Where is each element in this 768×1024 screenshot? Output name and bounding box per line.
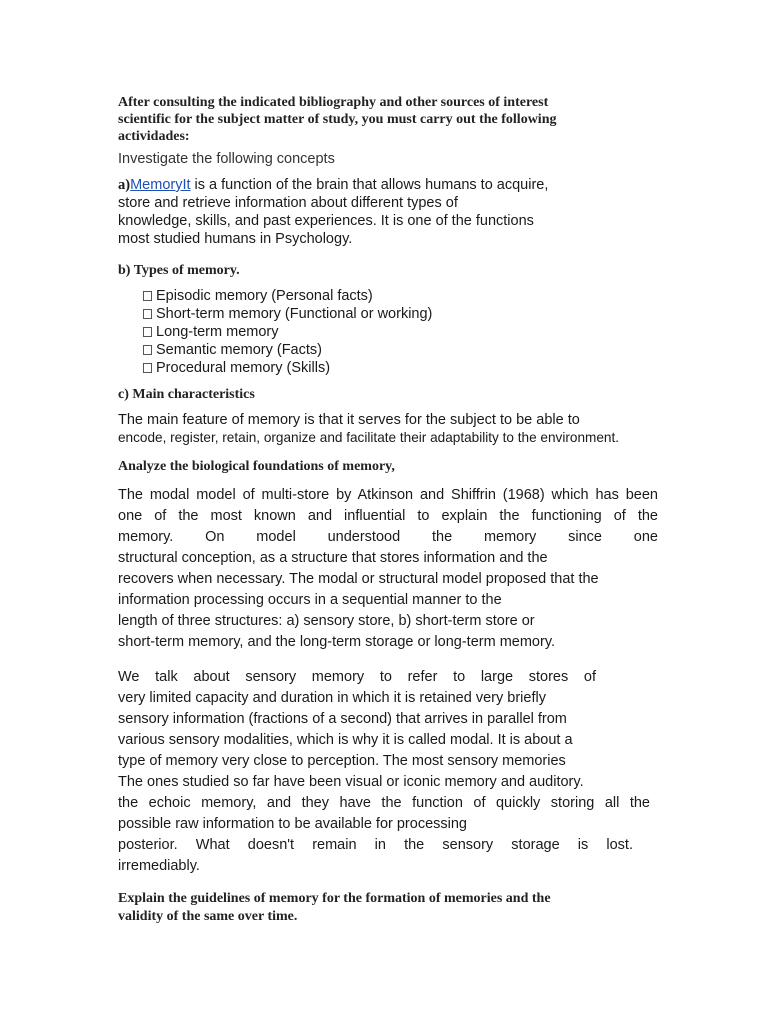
- intro-line: After consulting the indicated bibliography and other sources of interest: [118, 95, 549, 110]
- list-item-label: Episodic memory (Personal facts): [156, 288, 373, 304]
- explain-heading-line: validity of the same over time.: [118, 909, 298, 924]
- memory-definition-line: knowledge, skills, and past experiences. It is one of the functions: [118, 213, 534, 229]
- types-list: [143, 287, 663, 377]
- subtitle: Investigate the following concepts: [118, 151, 335, 167]
- document-page: [118, 92, 663, 926]
- memory-definition-text: is a function of the brain that allows humans to acquire,: [190, 177, 549, 193]
- list-item: [143, 323, 663, 341]
- intro-paragraph: [118, 94, 663, 145]
- bullet-box-icon: [143, 363, 152, 373]
- characteristics-heading: c) Main characteristics: [118, 387, 255, 402]
- bullet-box-icon: [143, 345, 152, 355]
- paragraph-line: The modal model of multi-store by Atkinson and Shiffrin (1968) which has been: [118, 487, 658, 503]
- explain-heading: [118, 890, 663, 926]
- paragraph-line: the echoic memory, and they have the function of quickly storing all the: [118, 795, 650, 811]
- list-item-label: Procedural memory (Skills): [156, 360, 331, 376]
- sensory-memory-paragraph: [118, 667, 663, 877]
- paragraph-line: recovers when necessary. The modal or structural model proposed that the: [118, 571, 599, 587]
- list-item: [143, 359, 663, 377]
- analyze-heading: Analyze the biological foundations of memory,: [118, 459, 395, 474]
- paragraph-line: posterior. What doesn't remain in the sensory storage is lost.: [118, 837, 633, 853]
- list-item-label: Semantic memory (Facts): [156, 342, 322, 358]
- list-item: [143, 287, 663, 305]
- modal-model-paragraph: [118, 485, 663, 653]
- memory-definition-line: [118, 176, 663, 194]
- paragraph-line: The ones studied so far have been visual or iconic memory and auditory.: [118, 774, 584, 790]
- list-item: [143, 341, 663, 359]
- item-prefix: a): [118, 177, 131, 193]
- paragraph-line: irremediably.: [118, 858, 200, 874]
- paragraph-line: various sensory modalities, which is why it is called modal. It is about a: [118, 732, 573, 748]
- list-item-label: Long-term memory: [156, 324, 279, 340]
- memory-definition-line: store and retrieve information about different types of: [118, 195, 458, 211]
- characteristics-line: encode, register, retain, organize and facilitate their adaptability to the environment.: [118, 430, 620, 445]
- paragraph-line: sensory information (fractions of a second) that arrives in parallel from: [118, 711, 567, 727]
- intro-line: scientific for the subject matter of study, you must carry out the following: [118, 112, 557, 127]
- paragraph-line: possible raw information to be available for processing: [118, 816, 467, 832]
- paragraph-line: We talk about sensory memory to refer to large stores of: [118, 669, 596, 685]
- paragraph-line: information processing occurs in a sequential manner to the: [118, 592, 502, 608]
- paragraph-line: short-term memory, and the long-term storage or long-term memory.: [118, 634, 556, 650]
- list-item-label: Short-term memory (Functional or working): [156, 306, 433, 322]
- characteristics-line: The main feature of memory is that it serves for the subject to be able to: [118, 412, 580, 428]
- bullet-box-icon: [143, 291, 152, 301]
- memory-definition-line: most studied humans in Psychology.: [118, 231, 353, 247]
- explain-heading-line: Explain the guidelines of memory for the formation of memories and the: [118, 891, 551, 906]
- characteristics-paragraph: [118, 412, 663, 446]
- list-item: [143, 305, 663, 323]
- memory-definition: [118, 176, 663, 248]
- paragraph-line: memory. On model understood the memory since one: [118, 529, 658, 545]
- paragraph-line: very limited capacity and duration in which it is retained very briefly: [118, 690, 546, 706]
- bullet-box-icon: [143, 309, 152, 319]
- intro-line: actividades:: [118, 129, 190, 144]
- memory-link[interactable]: MemoryIt: [130, 177, 191, 193]
- paragraph-line: type of memory very close to perception. The most sensory memories: [118, 753, 566, 769]
- paragraph-line: structural conception, as a structure that stores information and the: [118, 550, 548, 566]
- paragraph-line: length of three structures: a) sensory store, b) short-term store or: [118, 613, 535, 629]
- bullet-box-icon: [143, 327, 152, 337]
- paragraph-line: one of the most known and influential to explain the functioning of the: [118, 508, 658, 524]
- types-heading: b) Types of memory.: [118, 263, 240, 278]
